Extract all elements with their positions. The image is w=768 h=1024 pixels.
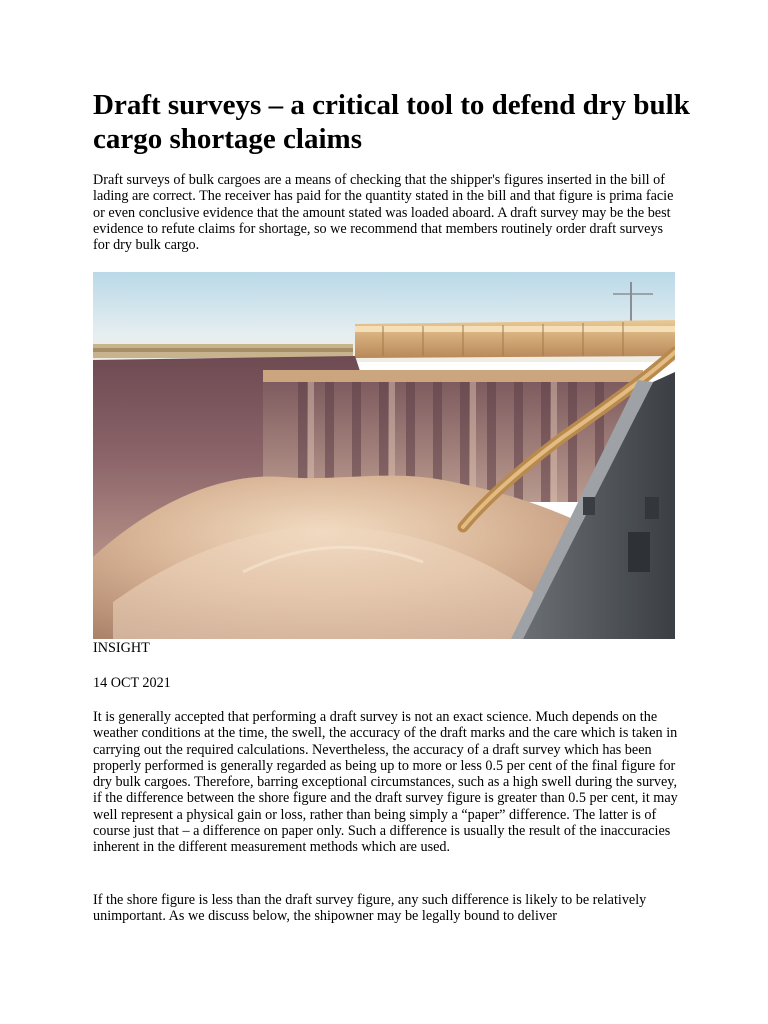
article-date: 14 OCT 2021 [93,675,171,691]
intro-paragraph: Draft surveys of bulk cargoes are a means of checking that the shipper's figures inserted in the bill of lading are correct. The receiver has paid for the quantity stated in the bill and that figure is prima facie or even conclusive evidence that the amount stated was loaded aboard. A draft survey may be the best evidence to refute claims for shortage, so we recommend that members routinely order draft surveys for dry bulk cargo. [93,172,674,254]
cargo-hold-photo [93,272,675,639]
body-paragraph: It is generally accepted that performing a draft survey is not an exact science. Much depends on the weather conditions at the time, the swell, the accuracy of the draft marks and the care which is taken in carrying out the required calculations. Nevertheless, the accuracy of a draft survey which has been properly performed is generally regarded as being up to more or less 0.5 per cent of the final figure for dry bulk cargoes. Therefore, barring exceptional circumstances, such as a high swell during the survey, if the difference between the shore figure and the draft survey figure is greater than 0.5 per cent, it may well represent a physical gain or loss, rather than being simply a “paper” difference. The latter is of course just that – a difference on paper only. Such a difference is usually the result of the inaccuracies inherent in the different measurement methods which are used. [93,709,678,856]
article-title: Draft surveys – a critical tool to defend dry bulk cargo shortage claims [93,89,690,155]
body-paragraph: If the shore figure is less than the draft survey figure, any such difference is likely to be relatively unimportant. As we discuss below, the shipowner may be legally bound to deliver [93,892,647,925]
article-category: INSIGHT [93,640,150,656]
